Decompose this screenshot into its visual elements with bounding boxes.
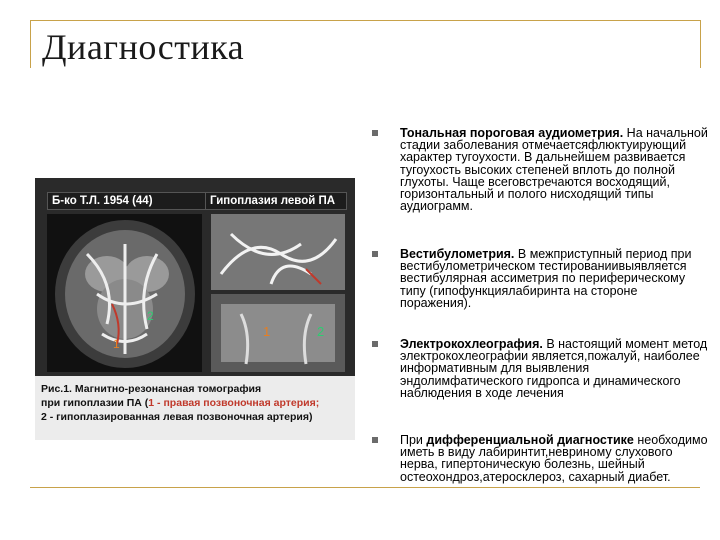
slide-bottom-rule bbox=[30, 487, 700, 488]
figure-caption-line-3: 2 - гипоплазированная левая позвоночная артерия) bbox=[41, 411, 313, 423]
slide-frame-right bbox=[700, 20, 701, 68]
bullet-list bbox=[372, 127, 712, 483]
list-item bbox=[372, 248, 712, 338]
mri-scan-neck bbox=[211, 294, 345, 372]
bullet-heading: Тональная пороговая аудиометрия. bbox=[400, 126, 624, 140]
mri-scan-angiography bbox=[211, 214, 345, 290]
bullet-heading: дифференциальной диагностике bbox=[426, 433, 634, 447]
slide-title: Диагностика bbox=[42, 27, 245, 67]
caption-line2-red: 1 - правая позвоночная артерия; bbox=[148, 397, 320, 409]
bullet-text: В настоящий момент метод электрокохлеографии является,пожалуй, наиболее информативным для выявления эндолимфатического гидропса и динамического наблюдения в ходе лечения bbox=[400, 337, 708, 400]
scan-label-2: 2 bbox=[147, 309, 154, 323]
list-item bbox=[372, 434, 712, 483]
scan-label-1: 1 bbox=[113, 337, 120, 351]
neck-label-2: 2 bbox=[317, 324, 325, 339]
slide-frame-top bbox=[30, 20, 700, 21]
diagnosis-tag: Гипоплазия левой ПА bbox=[205, 192, 347, 210]
square-bullet-icon bbox=[372, 437, 378, 443]
bullet-text: В межприступный период при вестибулометрическом тестированиивыявляется вестибулярная ассиметрия по периферическому типу (гипофункциялабиринта на стороне поражения). bbox=[400, 247, 692, 310]
list-item bbox=[372, 127, 712, 248]
bullet-heading: Вестибулометрия. bbox=[400, 247, 515, 261]
figure-caption-line-1: Рис.1. Магнитно-резонансная томография bbox=[41, 383, 262, 395]
bullet-heading: Электрокохлеография. bbox=[400, 337, 543, 351]
slide-frame-left bbox=[30, 20, 31, 68]
list-item bbox=[372, 338, 712, 434]
neck-label-1: 1 bbox=[263, 324, 271, 339]
bullet-text: необходимо иметь в виду лабиринтит,невриному слухового нерва, гипертоническую болезнь, шейный остеохондроз,атеросклероз, сахарный диабет. bbox=[400, 433, 708, 484]
patient-tag: Б-ко Т.Л. 1954 (44) bbox=[47, 192, 207, 210]
mri-scan-main bbox=[47, 214, 202, 372]
square-bullet-icon bbox=[372, 130, 378, 136]
square-bullet-icon bbox=[372, 251, 378, 257]
mri-figure bbox=[35, 178, 355, 440]
bullet-text: На начальной стадии заболевания отмечаетсяфлюктуирующий характер тугоухости. В дальнейшем развивается тугоухость высоких степеней вплоть до полной глухоты. Чаще всеговстречаются восходящий, горизонтальный и полого нисходящий типы аудиограмм. bbox=[400, 126, 708, 214]
bullet-text-start: При bbox=[400, 433, 427, 447]
square-bullet-icon bbox=[372, 341, 378, 347]
figure-caption-line-2 bbox=[41, 397, 353, 410]
caption-line2-start: при гипоплазии ПА ( bbox=[41, 397, 149, 409]
